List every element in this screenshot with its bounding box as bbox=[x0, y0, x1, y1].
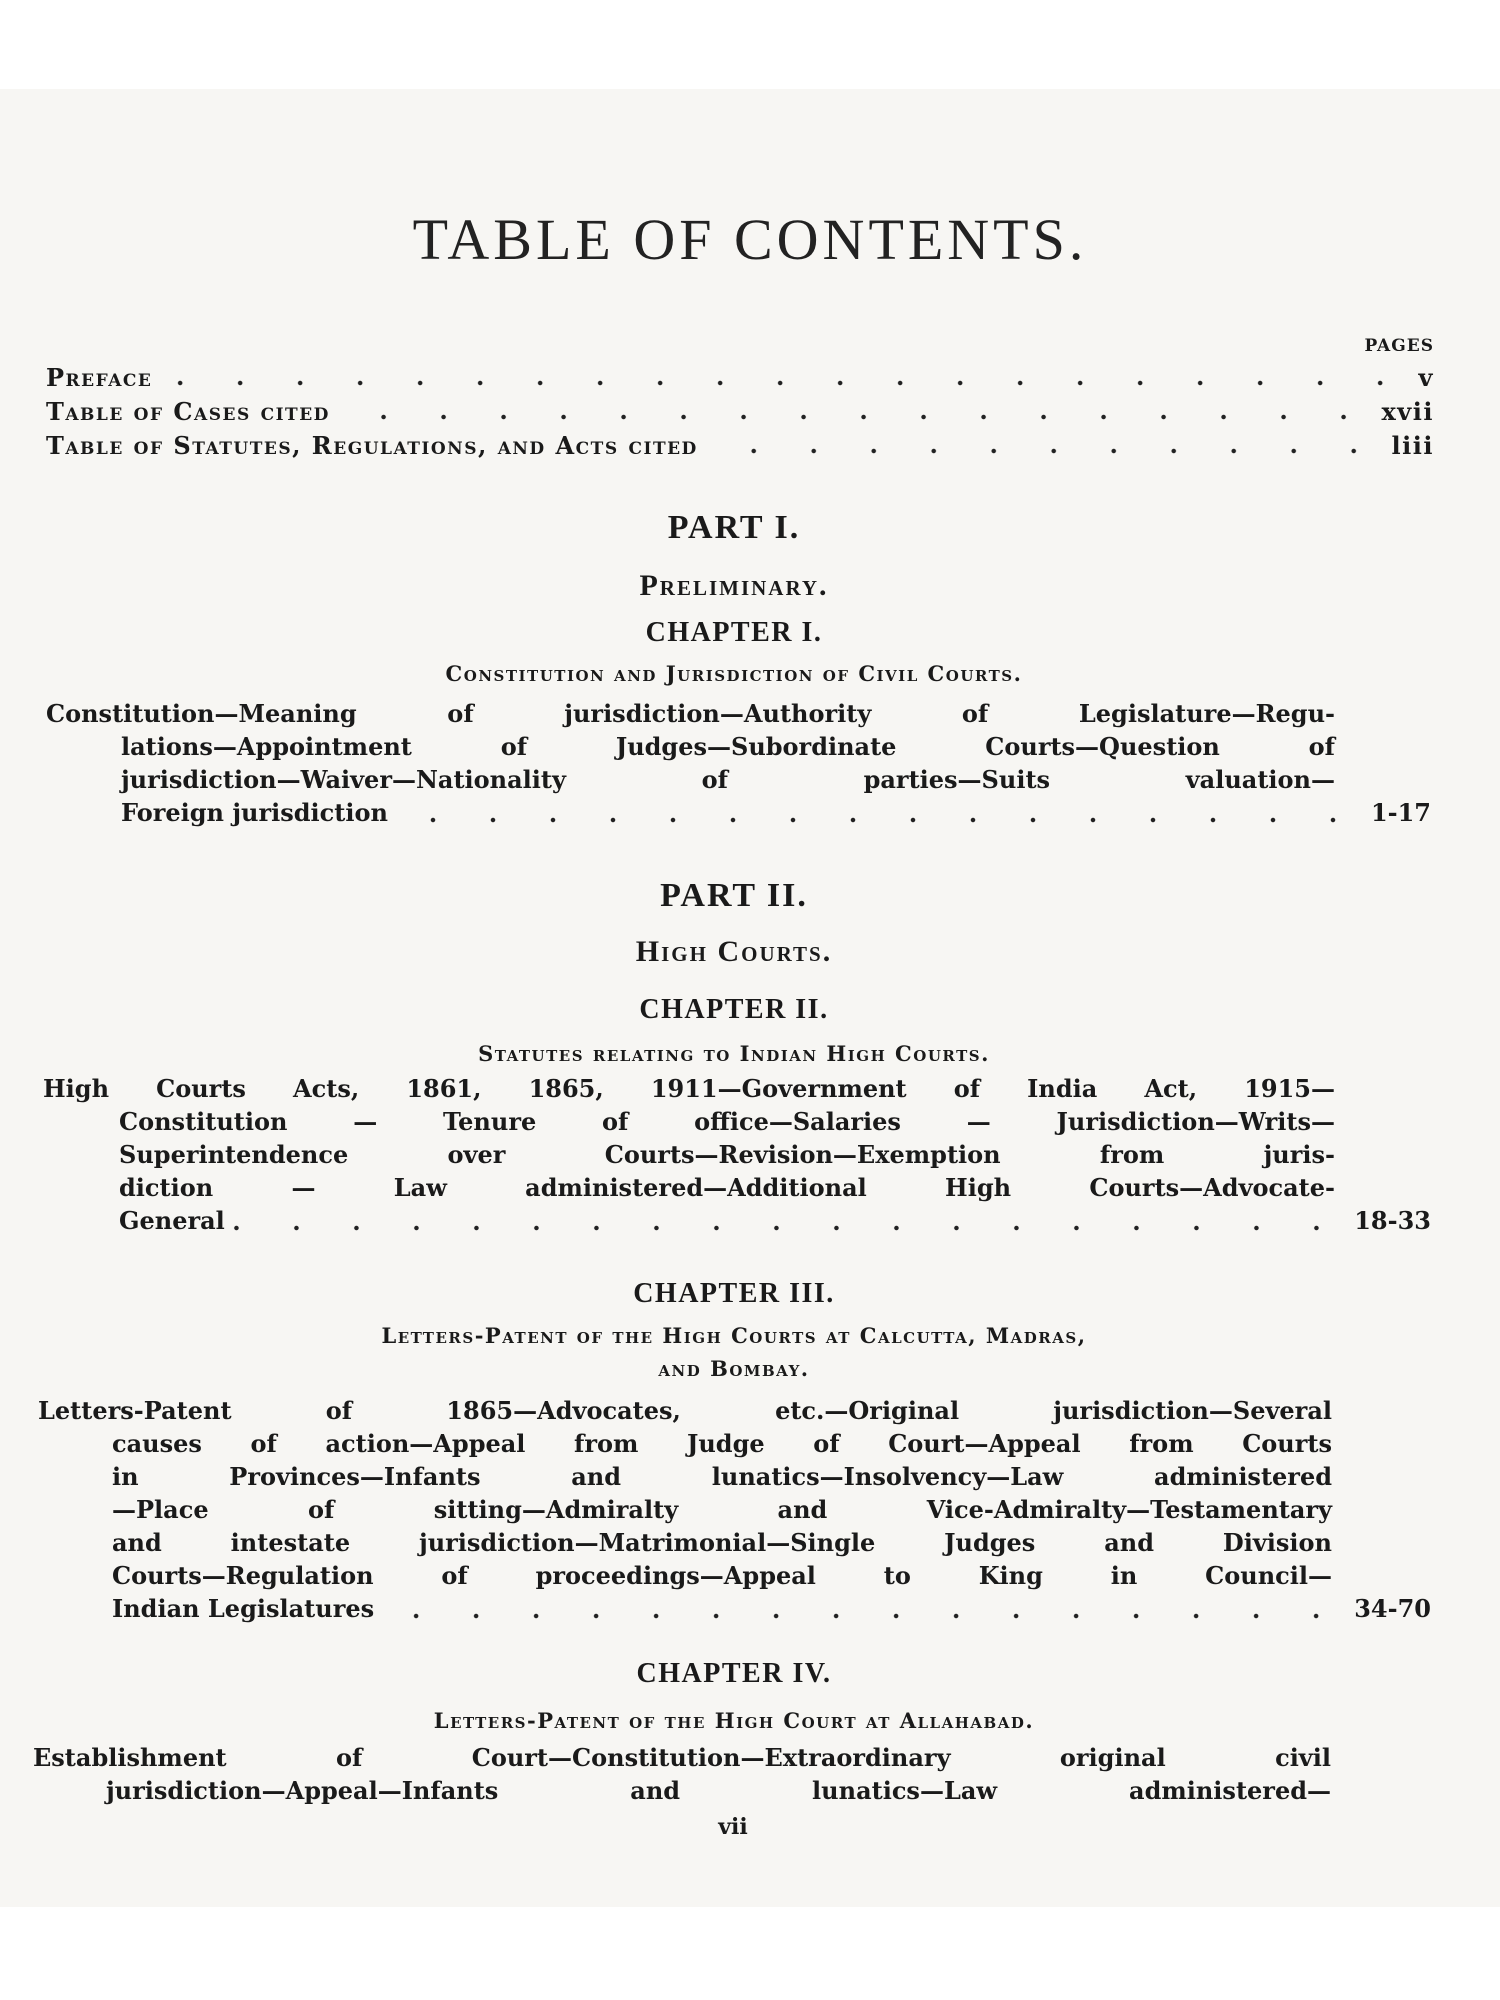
summary-last-line bbox=[121, 796, 1431, 829]
part-subtitle: Preliminary. bbox=[639, 569, 829, 602]
summary-line: General bbox=[119, 1206, 225, 1235]
part-title: PART I. bbox=[667, 509, 801, 546]
summary-line: Foreign jurisdiction bbox=[121, 798, 388, 827]
toc-entry-statutes bbox=[46, 430, 1434, 460]
dot-leader bbox=[336, 398, 1376, 426]
entry-label: Table of Cases cited bbox=[46, 397, 330, 426]
summary-line: High Courts Acts, 1861, 1865, 1911—Government of India Act, 1915— bbox=[43, 1074, 1335, 1103]
summary-line: and intestate jurisdiction—Matrimonial—Single Judges and Division bbox=[112, 1528, 1332, 1557]
chapter-heading: Letters-Patent of the High Court at Allahabad. bbox=[433, 1708, 1035, 1733]
chapter-summary bbox=[33, 1741, 1333, 1807]
summary-line: —Place of sitting—Admiralty and Vice-Admiralty—Testamentary bbox=[112, 1495, 1332, 1524]
dot-leader bbox=[380, 1592, 1348, 1625]
summary-line: lations—Appointment of Judges—Subordinate Courts—Question of bbox=[121, 732, 1335, 761]
summary-line: Constitution—Meaning of jurisdiction—Authority of Legislature—Regu- bbox=[46, 699, 1335, 728]
entry-label: Preface bbox=[46, 363, 153, 392]
entry-page: liii bbox=[1391, 431, 1434, 460]
summary-line: Constitution — Tenure of office—Salaries — Jurisdiction—Writs— bbox=[119, 1107, 1335, 1136]
entry-label: Table of Statutes, Regulations, and Acts cited bbox=[46, 431, 698, 460]
page-number: vii bbox=[718, 1814, 748, 1840]
chapter-title: CHAPTER IV. bbox=[636, 1658, 832, 1689]
toc-entry-cases bbox=[46, 396, 1434, 426]
summary-last-line bbox=[119, 1204, 1431, 1237]
summary-line: Superintendence over Courts—Revision—Exemption from juris- bbox=[119, 1140, 1335, 1169]
chapter-heading: Statutes relating to Indian High Courts. bbox=[478, 1041, 990, 1066]
entry-page: v bbox=[1418, 363, 1434, 392]
chapter-title: CHAPTER III. bbox=[633, 1278, 835, 1309]
summary-line: in Provinces—Infants and lunatics—Insolvency—Law administered bbox=[112, 1462, 1332, 1491]
entry-page: 1-17 bbox=[1370, 798, 1431, 827]
entry-page: xvii bbox=[1381, 397, 1434, 426]
chapter-summary bbox=[43, 1072, 1431, 1237]
pages-column-label: PAGES bbox=[1364, 336, 1434, 356]
chapter-summary bbox=[46, 697, 1431, 829]
summary-line: Courts—Regulation of proceedings—Appeal to King in Council— bbox=[112, 1561, 1332, 1590]
chapter-title: CHAPTER I. bbox=[645, 617, 823, 648]
summary-line: diction — Law administered—Additional High Courts—Advocate- bbox=[119, 1173, 1335, 1202]
summary-line: Establishment of Court—Constitution—Extraordinary original civil bbox=[33, 1743, 1331, 1772]
summary-line: jurisdiction—Appeal—Infants and lunatics—Law administered— bbox=[106, 1776, 1331, 1805]
dot-leader bbox=[158, 364, 1412, 392]
page-title: TABLE OF CONTENTS. bbox=[412, 207, 1088, 272]
chapter-title: CHAPTER II. bbox=[639, 994, 829, 1025]
summary-line: causes of action—Appeal from Judge of Court—Appeal from Courts bbox=[112, 1429, 1332, 1458]
part-subtitle: High Courts. bbox=[635, 935, 833, 968]
chapter-heading: Letters-Patent of the High Courts at Calcutta, Madras, bbox=[381, 1323, 1087, 1348]
toc-entry-preface bbox=[46, 362, 1434, 392]
summary-line: Letters-Patent of 1865—Advocates, etc.—Original jurisdiction—Several bbox=[38, 1396, 1332, 1425]
dot-leader bbox=[394, 796, 1365, 829]
dot-leader bbox=[231, 1204, 1348, 1237]
dot-leader bbox=[704, 432, 1386, 460]
summary-line: Indian Legislatures bbox=[112, 1594, 375, 1623]
summary-line: jurisdiction—Waiver—Nationality of parties—Suits valuation— bbox=[121, 765, 1335, 794]
entry-page: 18-33 bbox=[1354, 1206, 1431, 1235]
entry-page: 34-70 bbox=[1354, 1594, 1431, 1623]
summary-last-line bbox=[112, 1592, 1431, 1625]
chapter-heading: Constitution and Jurisdiction of Civil Courts. bbox=[445, 661, 1023, 686]
chapter-heading: and Bombay. bbox=[658, 1356, 810, 1381]
part-title: PART II. bbox=[660, 877, 808, 914]
chapter-summary bbox=[38, 1394, 1431, 1625]
